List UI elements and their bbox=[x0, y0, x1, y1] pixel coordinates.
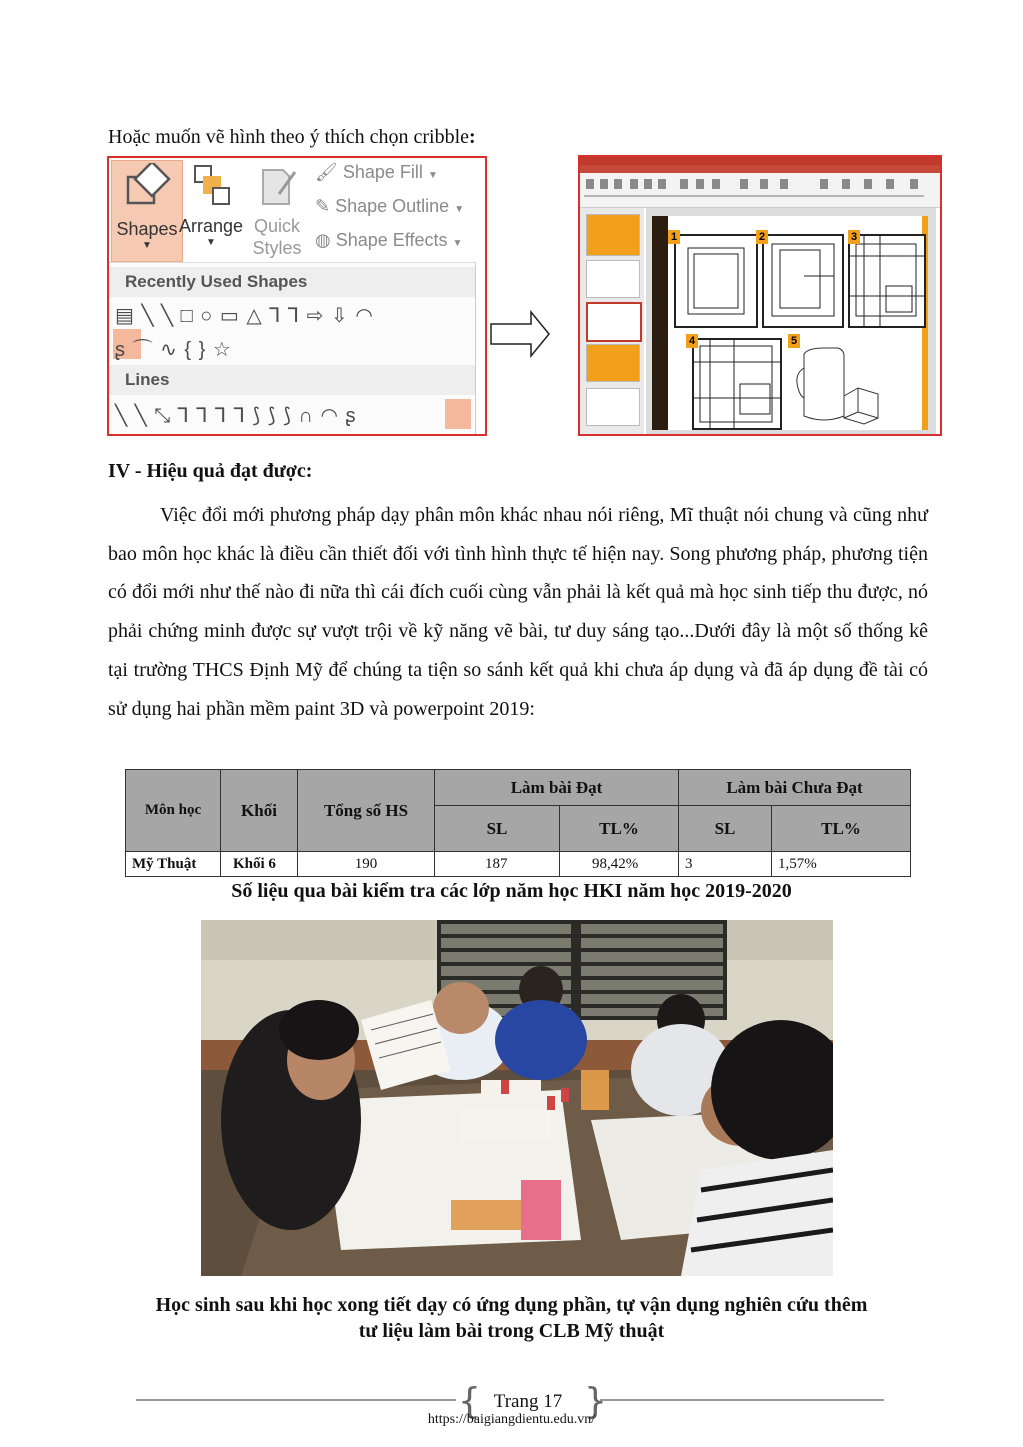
cell-grade: Khối 6 bbox=[221, 852, 298, 877]
shape-effects-option[interactable]: ◍ Shape Effects ▼ bbox=[315, 230, 463, 250]
shapes-icon bbox=[122, 163, 172, 213]
ppt-title-bar bbox=[580, 157, 940, 165]
slide-number: 2 bbox=[756, 230, 768, 244]
header-grade: Khối bbox=[221, 770, 298, 852]
drawing-step-3 bbox=[850, 236, 924, 326]
drawing-step-frame bbox=[848, 234, 926, 328]
drawing-step-2 bbox=[764, 236, 842, 326]
shapes-dropdown-panel bbox=[109, 262, 476, 435]
cell-subject: Mỹ Thuật bbox=[126, 852, 221, 877]
classroom-photo bbox=[201, 920, 833, 1276]
header-pass-group: Làm bài Đạt bbox=[435, 770, 679, 806]
header-subject: Môn học bbox=[126, 770, 221, 852]
arrange-icon bbox=[187, 164, 235, 210]
chevron-down-icon: ▼ bbox=[206, 237, 216, 248]
photo-caption bbox=[100, 1292, 923, 1344]
recent-shapes-row-2[interactable]: ʂ ⌒ ∿ { } ☆ bbox=[115, 339, 232, 361]
quick-styles-button[interactable]: Quick Styles bbox=[247, 164, 307, 260]
ppt-slide-thumbnails[interactable] bbox=[580, 208, 644, 434]
slide-thumbnail[interactable] bbox=[586, 302, 642, 342]
chevron-down-icon: ▼ bbox=[454, 204, 465, 215]
chevron-down-icon: ▼ bbox=[142, 240, 152, 251]
table-row bbox=[126, 852, 911, 877]
header-pass-tl: TL% bbox=[560, 806, 679, 852]
ppt-ribbon bbox=[580, 173, 940, 208]
page-number: Trang 17 bbox=[493, 1391, 563, 1412]
recently-used-heading: Recently Used Shapes bbox=[109, 267, 475, 297]
photo-caption-line-2: tư liệu làm bài trong CLB Mỹ thuật bbox=[358, 1320, 665, 1342]
right-bracket-icon: } bbox=[584, 1381, 607, 1422]
ppt-tab-bar bbox=[580, 165, 940, 173]
lines-heading: Lines bbox=[109, 365, 475, 395]
drawing-step-frame bbox=[692, 338, 782, 430]
drawing-step-5-jug-and-box bbox=[794, 340, 888, 428]
cell-total: 190 bbox=[298, 852, 435, 877]
quick-styles-icon bbox=[253, 164, 301, 210]
chevron-down-icon: ▼ bbox=[452, 238, 463, 249]
photo-caption-line-1: Học sinh sau khi học xong tiết dạy có ứng dụng phần, tự vận dụng nghiên cứu thêm bbox=[155, 1294, 868, 1316]
cell-pass-sl: 187 bbox=[435, 852, 560, 877]
recent-shapes-row-1[interactable]: ▤ ╲ ╲ □ ○ ▭ △ ⅂ ⅂ ⇨ ⇩ ◠ bbox=[115, 305, 374, 327]
lines-row[interactable]: ╲ ╲ ⤡ ⅂ ⅂ ⅂ ⅂ ⟆ ⟆ ⟆ ∩ ◠ ʂ bbox=[115, 405, 357, 427]
powerpoint-screenshot bbox=[578, 155, 942, 436]
paint-bucket-icon: 🖌 bbox=[315, 162, 338, 182]
slide-thumbnail[interactable] bbox=[586, 214, 640, 256]
chevron-down-icon: ▼ bbox=[427, 170, 438, 181]
footer-url[interactable]: https://baigiangdientu.edu.vn/ bbox=[427, 1412, 596, 1427]
classroom-photo-illustration bbox=[201, 920, 833, 1276]
slide-number: 3 bbox=[848, 230, 860, 244]
drawing-step-4 bbox=[694, 340, 780, 428]
intro-text: Hoặc muốn vẽ hình theo ý thích chọn cribble: bbox=[108, 126, 476, 148]
header-fail-group: Làm bài Chưa Đạt bbox=[679, 770, 911, 806]
statistics-table bbox=[125, 769, 911, 877]
header-fail-tl: TL% bbox=[772, 806, 911, 852]
drawing-step-frame bbox=[792, 338, 890, 430]
shapes-button[interactable]: Shapes ▼ bbox=[111, 160, 183, 262]
pencil-icon: ✎ bbox=[315, 196, 331, 216]
drawing-step-frame bbox=[762, 234, 844, 328]
header-total: Tổng số HS bbox=[298, 770, 435, 852]
section-heading: IV - Hiệu quả đạt được: bbox=[108, 460, 313, 482]
ribbon-toolbar bbox=[109, 158, 485, 262]
slide-thumbnail[interactable] bbox=[586, 260, 640, 298]
ribbon-screenshot bbox=[107, 156, 487, 436]
ppt-slide-canvas bbox=[646, 208, 936, 434]
slide-thumbnail[interactable] bbox=[586, 388, 640, 426]
slide-left-border bbox=[652, 216, 668, 430]
slide-number: 4 bbox=[686, 334, 698, 348]
cell-fail-tl: 1,57% bbox=[772, 852, 911, 877]
scribble-highlight bbox=[445, 399, 471, 429]
header-pass-sl: SL bbox=[435, 806, 560, 852]
ppt-ribbon-icons bbox=[580, 173, 940, 207]
section-paragraph: Việc đổi mới phương pháp dạy phân môn khác nhau nói riêng, Mĩ thuật nói chung và cũng như bao môn học khác là điều cần thiết đối với tình hình thực tế hiện nay. Song phương pháp, phương tiện có đổi mới như thế nào đi nữa thì cái đích cuối cùng vẫn phải là kết quả mà học sinh tiếp thu được, nó phải chứng minh được sự vượt trội về kỹ năng vẽ bài, tư duy sáng tạo...Dưới đây là một số thống kê tại trường THCS Định Mỹ để chúng ta tiện so sánh kết quả khi chưa áp dụng và đã áp dụng đề tài có sử dụng hai phần mềm paint 3D và powerpoint 2019: bbox=[108, 504, 928, 720]
cell-fail-sl: 3 bbox=[679, 852, 772, 877]
arrange-button[interactable]: Arrange ▼ bbox=[179, 164, 243, 260]
footer-divider-right bbox=[600, 1399, 884, 1401]
ppt-slide bbox=[652, 216, 928, 430]
cell-pass-tl: 98,42% bbox=[560, 852, 679, 877]
slide-number: 5 bbox=[788, 334, 800, 348]
shape-outline-option[interactable]: ✎ Shape Outline ▼ bbox=[315, 196, 465, 216]
footer-divider-left bbox=[136, 1399, 456, 1401]
table-caption: Số liệu qua bài kiểm tra các lớp năm học HKI năm học 2019-2020 bbox=[231, 880, 792, 902]
right-arrow-icon bbox=[489, 310, 551, 358]
drawing-step-1 bbox=[676, 236, 756, 326]
slide-thumbnail[interactable] bbox=[586, 344, 640, 382]
slide-number: 1 bbox=[668, 230, 680, 244]
drawing-step-frame bbox=[674, 234, 758, 328]
effects-icon: ◍ bbox=[315, 230, 331, 250]
shape-fill-option[interactable]: 🖌 Shape Fill ▼ bbox=[315, 162, 438, 182]
header-fail-sl: SL bbox=[679, 806, 772, 852]
left-bracket-icon: { bbox=[458, 1381, 481, 1422]
